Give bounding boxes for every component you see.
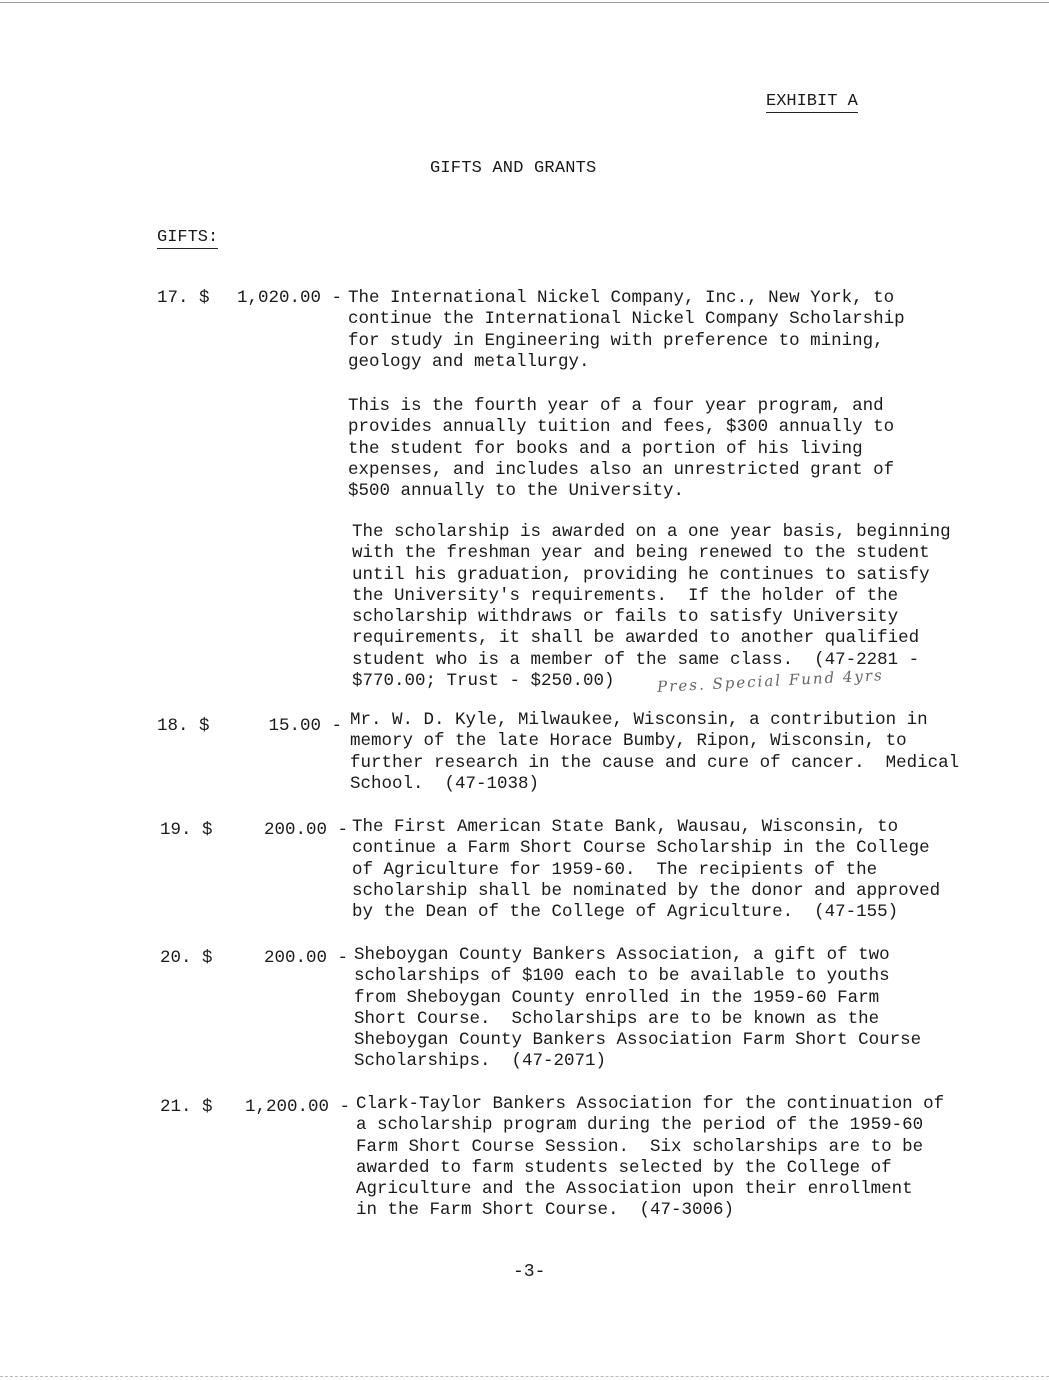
handwritten-annotation: Pres. Special Fund 4yrs	[656, 666, 885, 696]
entry-paragraph: Mr. W. D. Kyle, Milwaukee, Wisconsin, a contribution in memory of the late Horace Bumby, Ripon, Wisconsin, to further research in the cause and cure of cancer. Medical School. (47-1038)	[350, 710, 960, 794]
page-number: -3-	[513, 1262, 546, 1282]
exhibit-label: EXHIBIT A	[766, 92, 858, 111]
entry-amount: 200.00 -	[263, 948, 348, 968]
entry-amount: 1,020.00 -	[236, 288, 342, 308]
entry-amount: 15.00 -	[268, 716, 342, 736]
entry-paragraph: This is the fourth year of a four year program, and provides annually tuition and fees, $300 annually to the student for books and a portion of his living expenses, and includes also an unrestricted grant of $500 annually to the University.	[348, 396, 895, 502]
entry-paragraph: The scholarship is awarded on a one year basis, beginning with the freshman year and being renewed to the student until his graduation, providing he continues to satisfy the University's requirements. If the holder of the scholarship withdraws or fails to satisfy University requirements, it shall be awarded to another qualified student who is a member of the same class. (47-2281 - $770.00; Trust - $250.00)	[352, 522, 951, 692]
top-edge-rule	[0, 2, 1049, 4]
section-heading: GIFTS:	[157, 228, 219, 247]
bottom-edge-rule	[0, 1376, 1049, 1378]
entry-number: 21. $	[160, 1097, 213, 1117]
entry-number: 19. $	[160, 820, 213, 840]
page-title: GIFTS AND GRANTS	[430, 159, 597, 178]
entry-paragraph: Clark-Taylor Bankers Association for the continuation of a scholarship program during the period of the 1959-60 Farm Short Course Session. Six scholarships are to be awarded to farm students selected by the College of Agriculture and the Association upon their enrollment in the Farm Short Course. (47-3006)	[356, 1094, 945, 1221]
entry-number: 17. $	[157, 288, 210, 308]
entry-number: 20. $	[160, 948, 213, 968]
entry-amount: 1,200.00 -	[244, 1097, 350, 1117]
entry-paragraph: Sheboygan County Bankers Association, a gift of two scholarships of $100 each to be available to youths from Sheboygan County enrolled in the 1959-60 Farm Short Course. Scholarships are to be known as the Sheboygan County Bankers Association Farm Short Course Scholarships. (47-2071)	[354, 945, 922, 1072]
entry-paragraph: The International Nickel Company, Inc., New York, to continue the International Nickel Company Scholarship for study in Engineering with preference to mining, geology and metallurgy.	[348, 288, 905, 372]
entry-number: 18. $	[157, 716, 210, 736]
entry-amount: 200.00 -	[263, 820, 348, 840]
entry-paragraph: The First American State Bank, Wausau, Wisconsin, to continue a Farm Short Course Scholarship in the College of Agriculture for 1959-60. The recipients of the scholarship shall be nominated by the donor and approved by the Dean of the College of Agriculture. (47-155)	[352, 817, 941, 923]
